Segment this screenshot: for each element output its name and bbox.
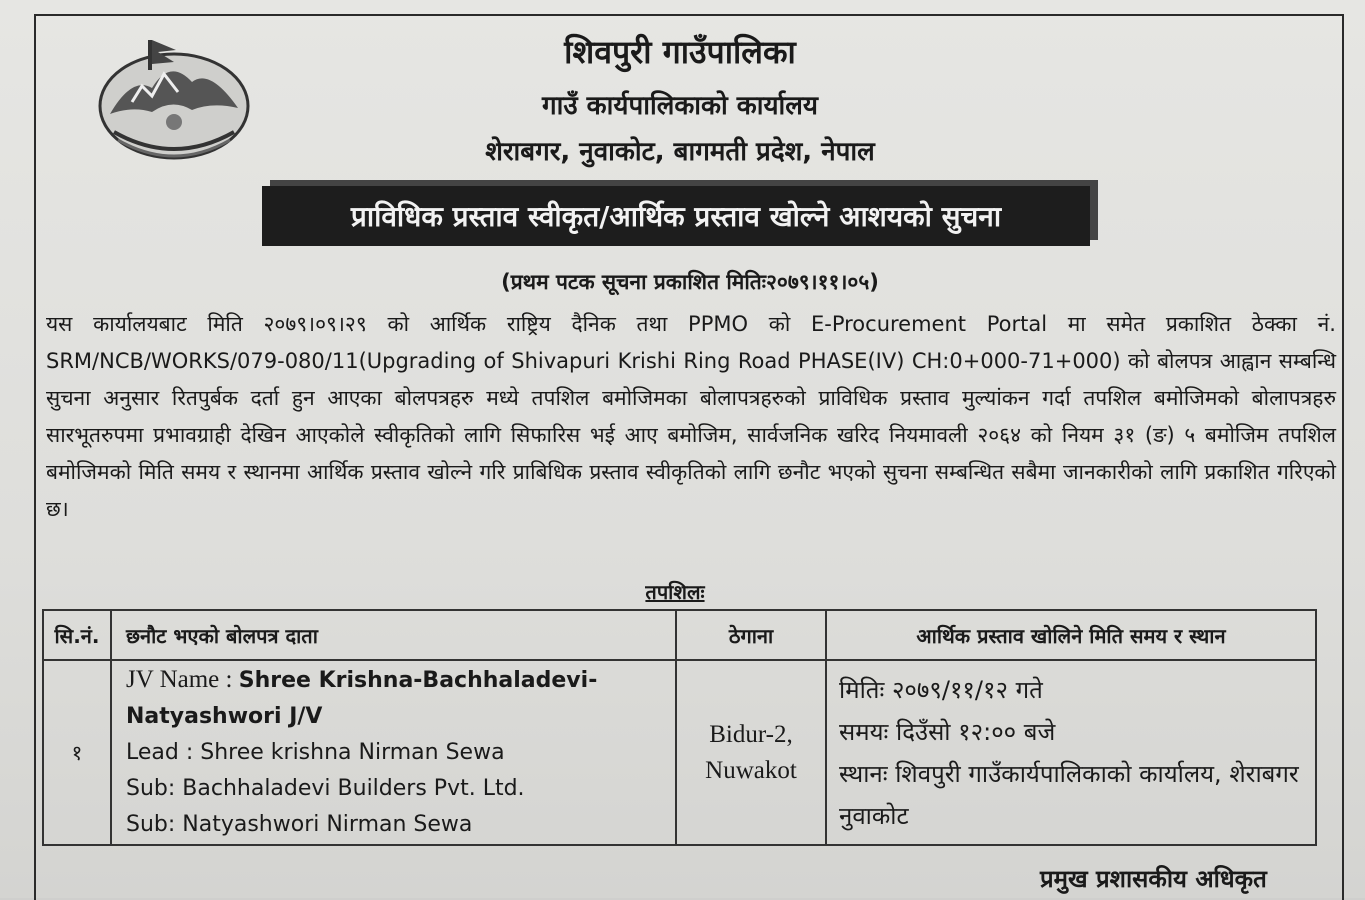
lead-line: Lead : Shree krishna Nirman Sewa xyxy=(126,740,505,765)
table-header-row xyxy=(43,610,1316,660)
opening-time: समयः दिउँसो १२:०० बजे xyxy=(839,717,1056,746)
opening-place: स्थानः शिवपुरी गाउँकार्यपालिकाको कार्यालय, शेराबगर नुवाकोट xyxy=(839,759,1299,830)
header-address: ठेगाना xyxy=(676,610,826,660)
address-line-1: Bidur-2, xyxy=(709,720,793,748)
jv-name-line xyxy=(126,662,674,735)
cell-opening xyxy=(826,660,1316,845)
table-row xyxy=(43,660,1316,845)
header-opening: आर्थिक प्रस्ताव खोलिने मिति समय र स्थान xyxy=(826,610,1316,660)
header-sn: सि.नं. xyxy=(43,610,111,660)
office-name: शिवपुरी गाउँपालिका xyxy=(564,33,796,71)
header-bidder: छनौट भएको बोलपत्र दाता xyxy=(111,610,676,660)
office-subtitle: गाउँ कार्यपालिकाको कार्यालय xyxy=(542,91,818,121)
office-address: शेराबगर, नुवाकोट, बागमती प्रदेश, नेपाल xyxy=(485,137,875,167)
signature-title: प्रमुख प्रशासकीय अधिकृत xyxy=(1040,865,1267,893)
notice-title-banner xyxy=(262,186,1090,246)
jv-name: Shree Krishna-Bachhaladevi-Natyashwori J/V xyxy=(126,668,598,729)
notice-title: प्राविधिक प्रस्ताव स्वीकृत/आर्थिक प्रस्ताव खोल्ने आशयको सुचना xyxy=(350,200,1002,233)
cell-address xyxy=(676,660,826,845)
bidder-table xyxy=(42,609,1317,846)
notice-body-text: यस कार्यालयबाट मिति २०७९।०९।२९ को आर्थिक राष्ट्रिय दैनिक तथा PPMO को E-Procurement Portal मा समेत प्रकाशित ठेक्का नं. SRM/NCB/WORKS/079-080/11(Upgrading of Shivapuri Krishi Ring Road PHASE(IV) CH:0+000-71+000) को बोलपत्र आह्वान सम्बन्धि सुचना अनुसार रितपुर्बक दर्ता हुन आएका बोलपत्रहरु मध्ये तपशिल बमोजिमका बोलापत्रहरुको प्राविधिक प्रस्ताव मुल्यांकन गर्दा तपशिल बमोजिमको बोलापत्रहरु सारभूतरुपमा प्रभावग्राही देखिन आएकोले स्वीकृतिको लागि सिफारिस भई आए बमोजिम, सार्वजनिक खरिद नियमावली २०६४ को नियम ३१ (ङ) ५ बमोजिम तपशिल बमोजिमको मिति समय र स्थानमा आर्थिक प्रस्ताव खोल्ने गरि प्राबिधिक प्रस्ताव स्वीकृतिको लागि छनौट भएको सुचना सम्बन्धित सबैमा जानकारीको लागि प्रकाशित गरिएको छ। xyxy=(46,312,1336,521)
publication-date-line: (प्रथम पटक सूचना प्रकाशित मितिः२०७९।११।०५) xyxy=(501,270,879,294)
cell-bidder xyxy=(111,660,676,845)
details-heading: तपशिलः xyxy=(645,580,705,604)
nepal-government-emblem-icon xyxy=(92,36,256,168)
sub-line-2: Sub: Natyashwori Nirman Sewa xyxy=(126,812,473,837)
jv-label: JV Name : xyxy=(126,666,239,693)
cell-sn: १ xyxy=(43,660,111,845)
sub-line-1: Sub: Bachhaladevi Builders Pvt. Ltd. xyxy=(126,776,525,801)
address-line-2: Nuwakot xyxy=(705,756,797,784)
opening-date: मितिः २०७९/११/१२ गते xyxy=(839,675,1043,704)
